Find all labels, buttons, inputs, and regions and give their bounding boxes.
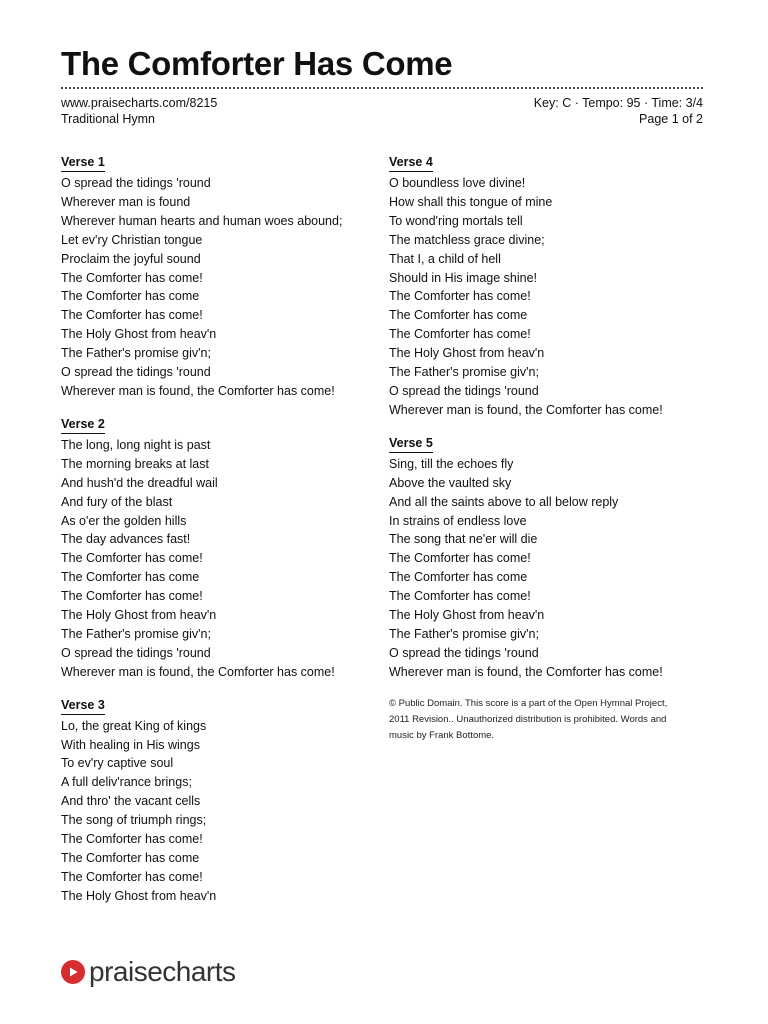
- lyric-line: O spread the tidings 'round: [61, 365, 211, 380]
- lyric-line: O spread the tidings 'round: [389, 645, 539, 660]
- lyric-line: O spread the tidings 'round: [61, 176, 211, 190]
- lyric-line: O spread the tidings 'round: [61, 645, 211, 660]
- lyric-line: The song of triumph rings;: [61, 813, 207, 828]
- verse-block: [61, 153, 361, 401]
- lyric-line: The Comforter has come!: [389, 289, 531, 304]
- lyric-line: With healing in His wings: [61, 737, 200, 752]
- lyric-line: The Comforter has come: [389, 308, 528, 323]
- copyright-notice: © Public Domain. This score is a part of the Open Hymnal Project, 2011 Revision.. Unauthorized distribution is prohibited. Words and music by Frank Bottome.: [389, 697, 668, 741]
- lyric-line: The Comforter has come!: [389, 589, 531, 604]
- lyric-line: A full deliv'rance brings;: [61, 775, 192, 790]
- verse-lines: [389, 455, 689, 682]
- lyric-line: The Comforter has come!: [389, 327, 531, 342]
- lyric-line: The day advances fast!: [61, 532, 191, 547]
- verse-title: Verse 3: [61, 697, 105, 715]
- lyric-line: How shall this tongue of mine: [389, 194, 553, 209]
- verse-block: [389, 434, 689, 682]
- verse-title: Verse 1: [61, 154, 105, 172]
- source-url: www.praisecharts.com/8215: [61, 96, 218, 110]
- lyric-line: And all the saints above to all below reply: [389, 494, 619, 509]
- lyric-line: Wherever man is found, the Comforter has come!: [61, 383, 335, 398]
- meta-right: [534, 95, 703, 127]
- lyric-line: Wherever man is found, the Comforter has come!: [389, 664, 663, 679]
- lyric-line: The Comforter has come!: [61, 589, 203, 604]
- lyric-line: And thro' the vacant cells: [61, 794, 201, 809]
- lyric-line: And fury of the blast: [61, 494, 173, 509]
- lyric-line: That I, a child of hell: [389, 251, 501, 266]
- lyric-line: Proclaim the joyful sound: [61, 251, 201, 266]
- lyric-line: The Holy Ghost from heav'n: [61, 608, 217, 623]
- lyric-line: In strains of endless love: [389, 513, 527, 528]
- praisecharts-logo: [61, 957, 236, 987]
- lyric-line: The Father's promise giv'n;: [389, 626, 539, 641]
- lyric-line: Sing, till the echoes fly: [389, 456, 514, 471]
- lyric-line: The Comforter has come!: [61, 551, 203, 566]
- lyric-line: Wherever human hearts and human woes abound;: [61, 213, 343, 228]
- lyric-line: The long, long night is past: [61, 437, 211, 452]
- verse-title: Verse 5: [389, 435, 433, 453]
- lyric-line: Let ev'ry Christian tongue: [61, 232, 203, 247]
- lyric-line: The Father's promise giv'n;: [389, 365, 539, 380]
- dotted-divider: [61, 87, 703, 89]
- lyric-line: The Comforter has come!: [389, 551, 531, 566]
- verse-block: [389, 153, 689, 420]
- lyric-line: The Holy Ghost from heav'n: [389, 608, 545, 623]
- key-tempo-time: Key: C · Tempo: 95 · Time: 3/4: [533, 96, 703, 110]
- lyric-line: O boundless love divine!: [389, 176, 526, 190]
- meta-left: [61, 95, 217, 127]
- verse-title: Verse 4: [389, 154, 433, 172]
- lyric-line: The Holy Ghost from heav'n: [61, 327, 217, 342]
- lyric-line: The Comforter has come!: [61, 869, 203, 884]
- verse-block: [61, 415, 361, 682]
- lyric-line: The Comforter has come: [61, 289, 200, 304]
- song-subtitle: Traditional Hymn: [61, 112, 156, 126]
- lyric-line: The Comforter has come!: [61, 308, 203, 323]
- verse-lines: [389, 174, 689, 420]
- lyric-line: And hush'd the dreadful wail: [61, 475, 218, 490]
- lyric-line: The Comforter has come: [61, 570, 200, 585]
- page-number: Page 1 of 2: [639, 112, 703, 126]
- lyric-line: Lo, the great King of kings: [61, 718, 207, 733]
- lyric-line: The Comforter has come!: [61, 270, 203, 285]
- play-circle-icon: [61, 960, 85, 984]
- logo-text: praisecharts: [89, 956, 236, 987]
- lyric-line: The Comforter has come: [389, 570, 528, 585]
- lyric-line: The Comforter has come!: [61, 832, 203, 847]
- lyric-line: The song that ne'er will die: [389, 532, 538, 547]
- song-title: The Comforter Has Come: [61, 45, 453, 82]
- lyric-line: The Holy Ghost from heav'n: [389, 346, 545, 361]
- lyric-line: The Father's promise giv'n;: [61, 346, 211, 361]
- lyric-line: To wond'ring mortals tell: [389, 213, 523, 228]
- verse-lines: [61, 717, 361, 906]
- lyric-line: The morning breaks at last: [61, 456, 209, 471]
- lyric-line: Above the vaulted sky: [389, 475, 512, 490]
- verse-title: Verse 2: [61, 416, 105, 434]
- verse-block: [61, 696, 361, 906]
- lyric-line: Wherever man is found, the Comforter has come!: [61, 664, 335, 679]
- left-column: [61, 153, 361, 920]
- lyric-line: Wherever man is found, the Comforter has come!: [389, 402, 663, 417]
- lyric-line: O spread the tidings 'round: [389, 383, 539, 398]
- lyric-line: The Father's promise giv'n;: [61, 626, 211, 641]
- lyric-line: Wherever man is found: [61, 194, 191, 209]
- lyric-line: The Comforter has come: [61, 851, 200, 865]
- right-column: [389, 153, 689, 744]
- lyric-line: As o'er the golden hills: [61, 513, 187, 528]
- verse-lines: [61, 174, 361, 401]
- lyric-line: To ev'ry captive soul: [61, 756, 174, 771]
- lyric-line: The matchless grace divine;: [389, 232, 545, 247]
- lyric-line: The Holy Ghost from heav'n: [61, 888, 217, 903]
- lyric-line: Should in His image shine!: [389, 270, 537, 285]
- verse-lines: [61, 436, 361, 682]
